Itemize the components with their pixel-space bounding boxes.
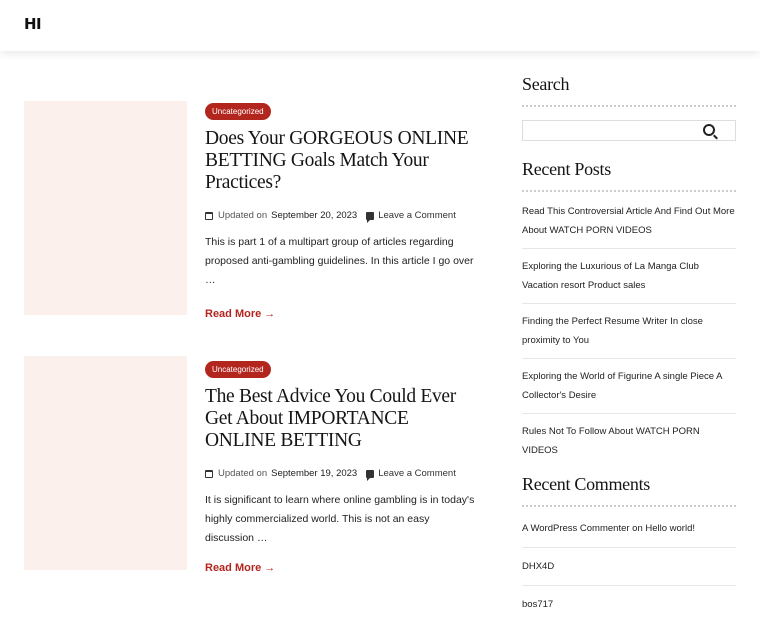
updated-label: Updated on <box>218 210 268 221</box>
read-more-link[interactable]: Read More → <box>205 308 276 320</box>
recent-comment-item[interactable]: A WordPress Commenter on Hello world! <box>522 507 736 548</box>
post-excerpt: It is significant to learn where online gambling is in today's highly commercialized world. This is not an easy discussion … <box>205 494 475 544</box>
site-header <box>0 0 760 51</box>
site-logo[interactable]: HI <box>24 15 42 33</box>
recent-post-link[interactable]: Finding the Perfect Resume Writer In close proximity to You <box>522 304 736 359</box>
recent-comment-item[interactable]: bos717 <box>522 599 554 610</box>
sidebar <box>522 74 736 623</box>
post-excerpt: This is part 1 of a multipart group of articles regarding proposed anti-gambling guidelines. In this article I go over … <box>205 236 474 286</box>
recent-comment-item[interactable]: DHX4D <box>522 548 736 586</box>
recent-post-link[interactable]: Exploring the Luxurious of La Manga Club Vacation resort Product sales <box>522 249 736 304</box>
recent-posts-list <box>522 192 736 468</box>
recent-comments-list <box>522 507 736 623</box>
recent-post-link[interactable]: Rules Not To Follow About WATCH PORN VIDEOS <box>522 426 700 456</box>
comment-icon <box>366 470 374 478</box>
recent-post-link[interactable]: Exploring the World of Figurine A single Piece A Collector's Desire <box>522 359 736 414</box>
post-thumbnail[interactable] <box>24 101 187 315</box>
search-widget-title: Search <box>522 74 736 107</box>
read-more-link[interactable]: Read More → <box>205 562 276 574</box>
search-input[interactable] <box>522 120 736 141</box>
recent-post-link[interactable]: Read This Controversial Article And Find Out More About WATCH PORN VIDEOS <box>522 192 736 249</box>
post-meta <box>205 210 480 221</box>
post-date[interactable]: September 19, 2023 <box>271 468 358 479</box>
post-meta <box>205 468 480 479</box>
comments-link[interactable]: Leave a Comment <box>378 210 456 221</box>
post-title[interactable]: Does Your GORGEOUS ONLINE BETTING Goals Match Your Practices? <box>205 128 469 193</box>
post-title[interactable]: The Best Advice You Could Ever Get About IMPORTANCE ONLINE BETTING <box>205 386 456 451</box>
calendar-icon <box>205 212 213 220</box>
comment-icon <box>366 212 374 220</box>
recent-posts-title: Recent Posts <box>522 159 736 192</box>
post-thumbnail[interactable] <box>24 356 187 570</box>
updated-label: Updated on <box>218 468 268 479</box>
post-content <box>205 359 480 576</box>
recent-comments-title: Recent Comments <box>522 474 736 507</box>
calendar-icon <box>205 470 213 478</box>
comments-link[interactable]: Leave a Comment <box>378 468 456 479</box>
category-badge[interactable]: Uncategorized <box>205 103 271 120</box>
post-date[interactable]: September 20, 2023 <box>271 210 358 221</box>
post-content <box>205 101 480 322</box>
category-badge[interactable]: Uncategorized <box>205 361 271 378</box>
search-icon[interactable] <box>703 124 715 136</box>
